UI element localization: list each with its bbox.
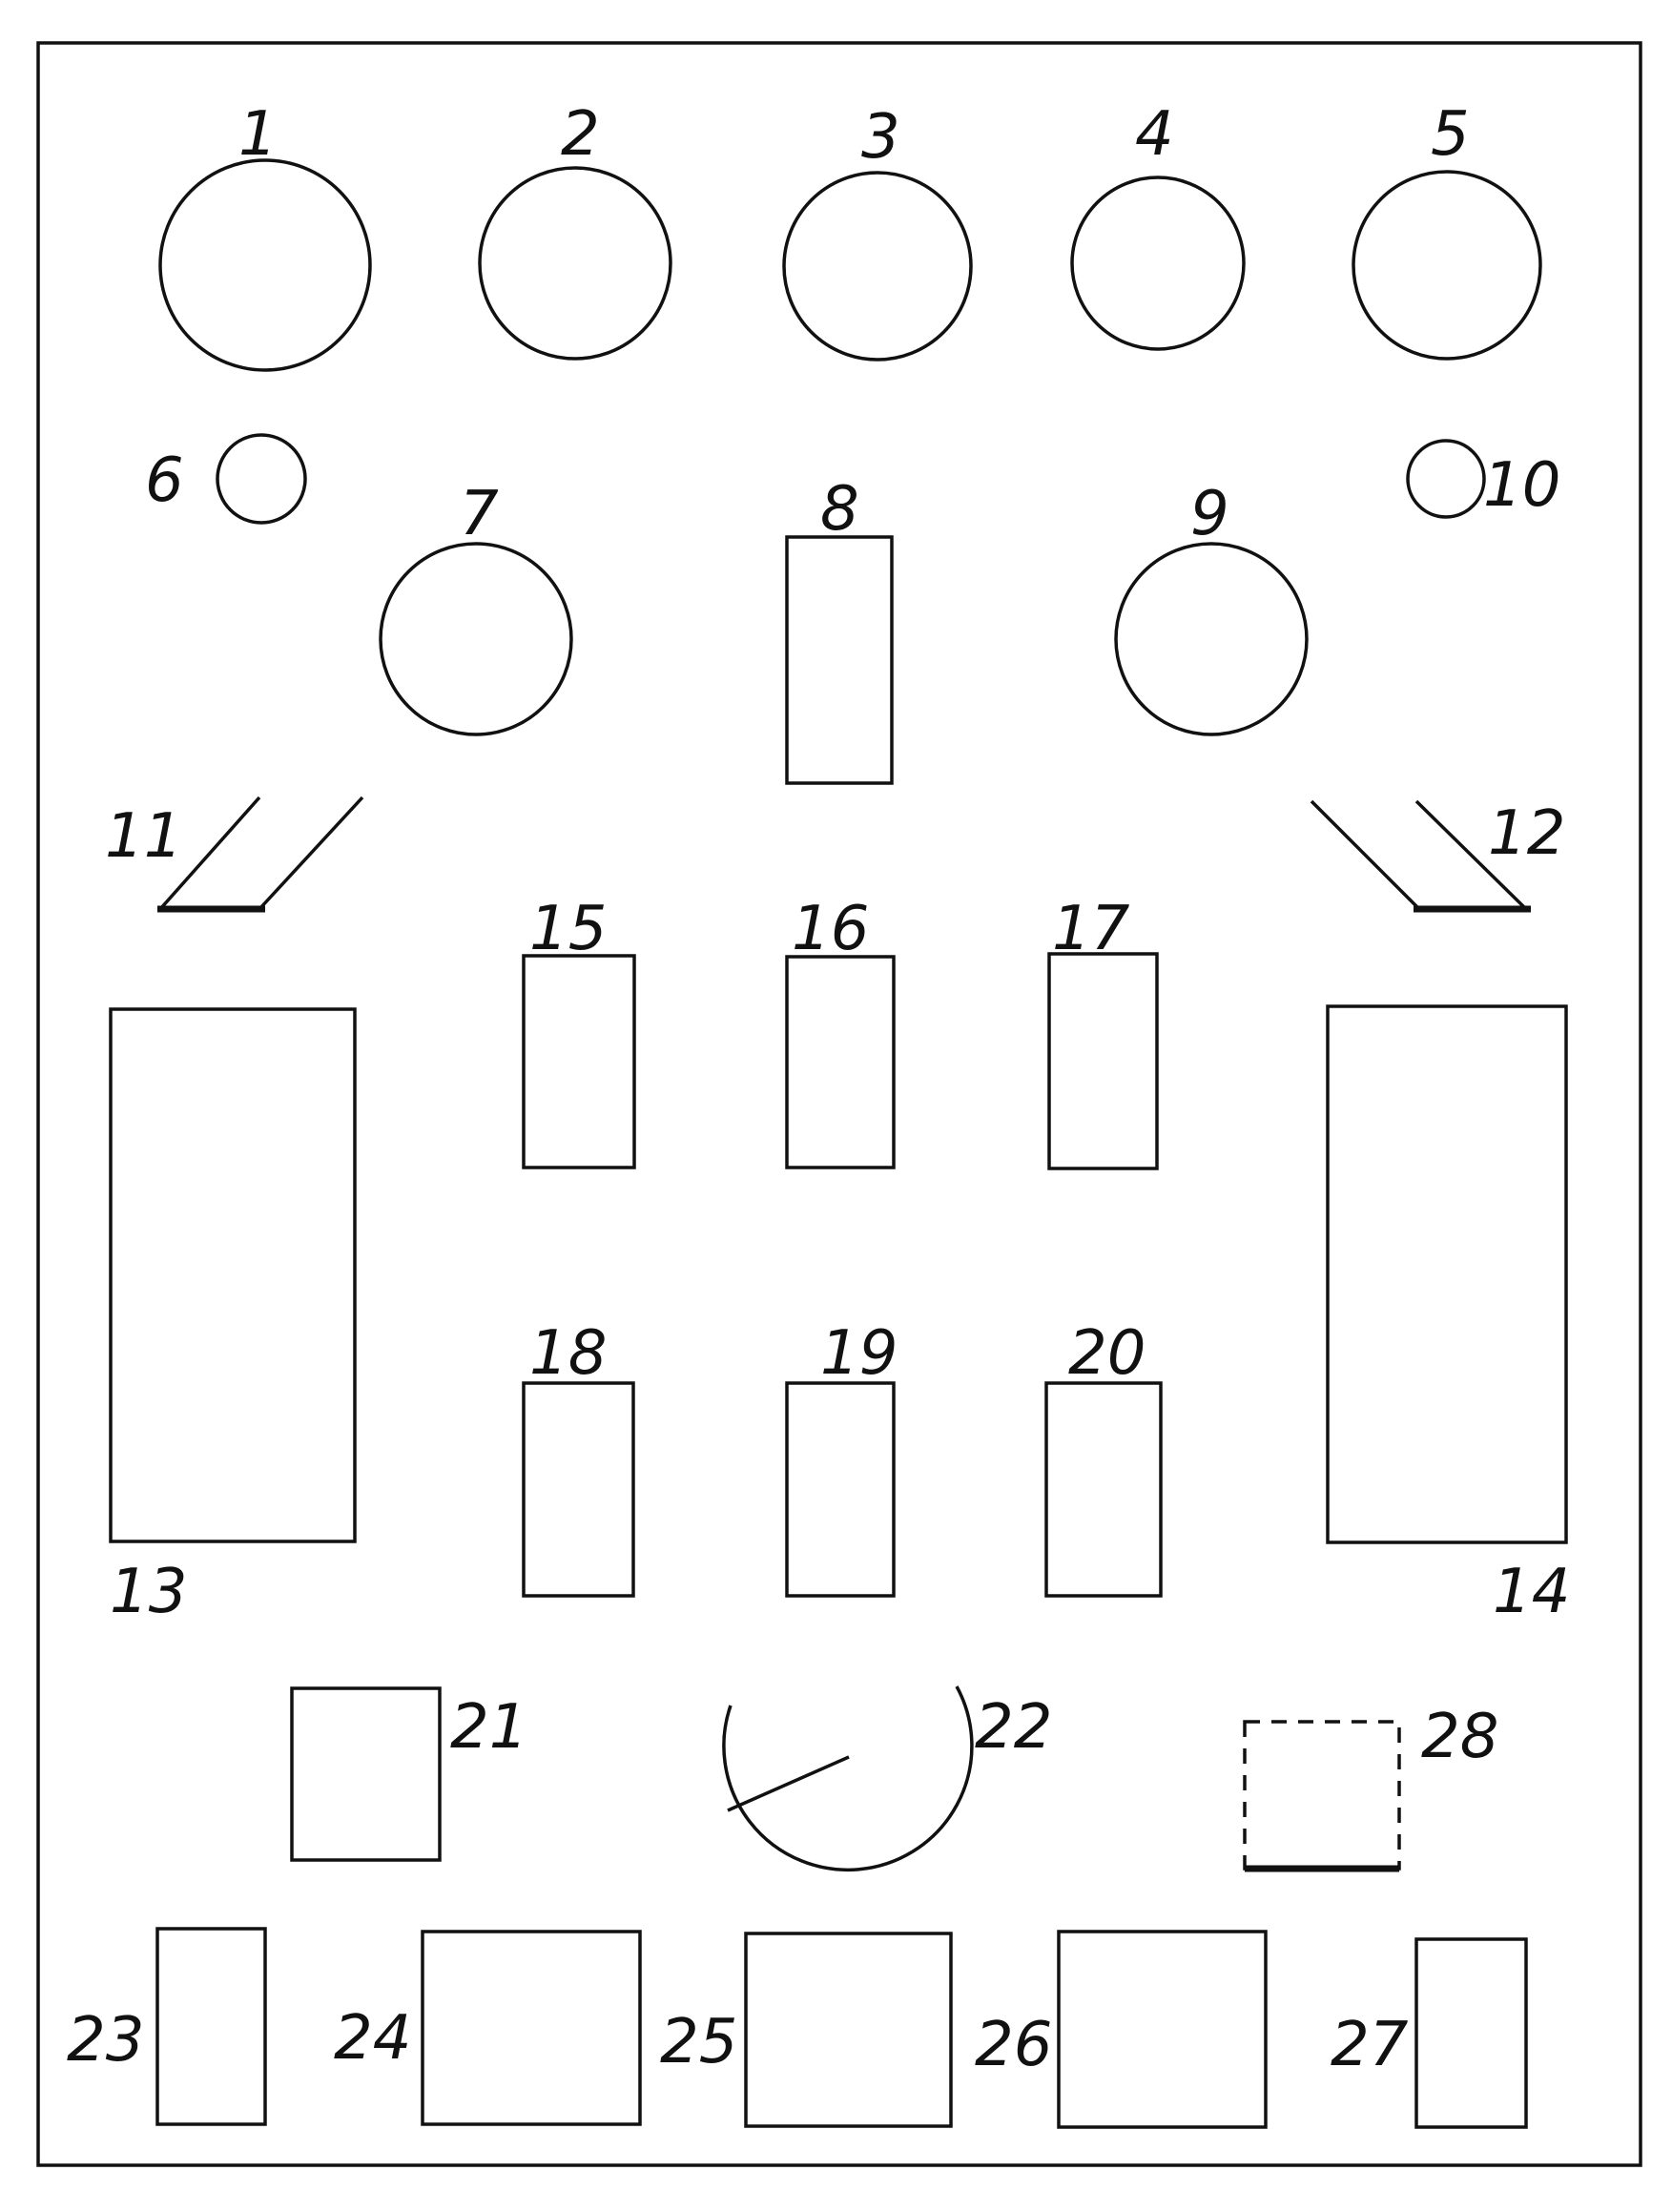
slot-17 bbox=[1049, 954, 1157, 1168]
label-16: 16 bbox=[792, 894, 870, 964]
label-10: 10 bbox=[1483, 450, 1561, 521]
label-17: 17 bbox=[1052, 894, 1130, 964]
label-2: 2 bbox=[561, 99, 600, 170]
label-15: 15 bbox=[529, 894, 608, 964]
label-1: 1 bbox=[238, 99, 278, 170]
label-27: 27 bbox=[1331, 2010, 1409, 2080]
slot-15 bbox=[524, 956, 634, 1168]
label-5: 5 bbox=[1431, 99, 1470, 170]
slot-1 bbox=[160, 160, 370, 370]
slot-6 bbox=[217, 435, 305, 523]
label-9: 9 bbox=[1190, 479, 1229, 549]
label-18: 18 bbox=[529, 1318, 608, 1389]
slot-14 bbox=[1328, 1006, 1566, 1542]
slot-10 bbox=[1408, 441, 1484, 517]
label-7: 7 bbox=[460, 479, 499, 549]
slot-28 bbox=[1245, 1722, 1399, 1869]
slot-18 bbox=[524, 1383, 633, 1596]
slot-21 bbox=[292, 1688, 440, 1860]
label-24: 24 bbox=[334, 2003, 412, 2074]
label-22: 22 bbox=[975, 1692, 1053, 1763]
slot-7 bbox=[381, 544, 571, 734]
label-11: 11 bbox=[105, 801, 183, 872]
slot-24 bbox=[423, 1932, 640, 2124]
label-19: 19 bbox=[820, 1318, 898, 1389]
label-8: 8 bbox=[820, 474, 859, 545]
slot-27 bbox=[1416, 1939, 1526, 2127]
slot-23 bbox=[157, 1929, 265, 2124]
label-14: 14 bbox=[1493, 1557, 1571, 1627]
label-21: 21 bbox=[450, 1692, 528, 1763]
label-26: 26 bbox=[975, 2010, 1053, 2080]
slot-26 bbox=[1059, 1932, 1266, 2127]
label-23: 23 bbox=[67, 2005, 145, 2076]
slot-19 bbox=[787, 1383, 894, 1596]
label-12: 12 bbox=[1488, 798, 1566, 869]
slot-9 bbox=[1116, 544, 1307, 734]
slot-8 bbox=[787, 537, 892, 783]
slot-4 bbox=[1072, 177, 1244, 349]
label-13: 13 bbox=[110, 1557, 188, 1627]
slot-2 bbox=[480, 168, 671, 359]
label-4: 4 bbox=[1135, 99, 1174, 170]
label-25: 25 bbox=[660, 2007, 738, 2078]
label-6: 6 bbox=[145, 445, 184, 516]
slot-25 bbox=[746, 1933, 951, 2126]
slot-11 bbox=[157, 797, 362, 909]
label-20: 20 bbox=[1068, 1318, 1146, 1389]
slot-13 bbox=[111, 1009, 355, 1541]
slot-22 bbox=[724, 1686, 972, 1870]
slot-16 bbox=[787, 957, 894, 1168]
label-3: 3 bbox=[861, 102, 900, 173]
slot-20 bbox=[1046, 1383, 1161, 1596]
slot-5 bbox=[1353, 172, 1540, 359]
slot-3 bbox=[784, 173, 971, 360]
label-28: 28 bbox=[1421, 1702, 1499, 1772]
